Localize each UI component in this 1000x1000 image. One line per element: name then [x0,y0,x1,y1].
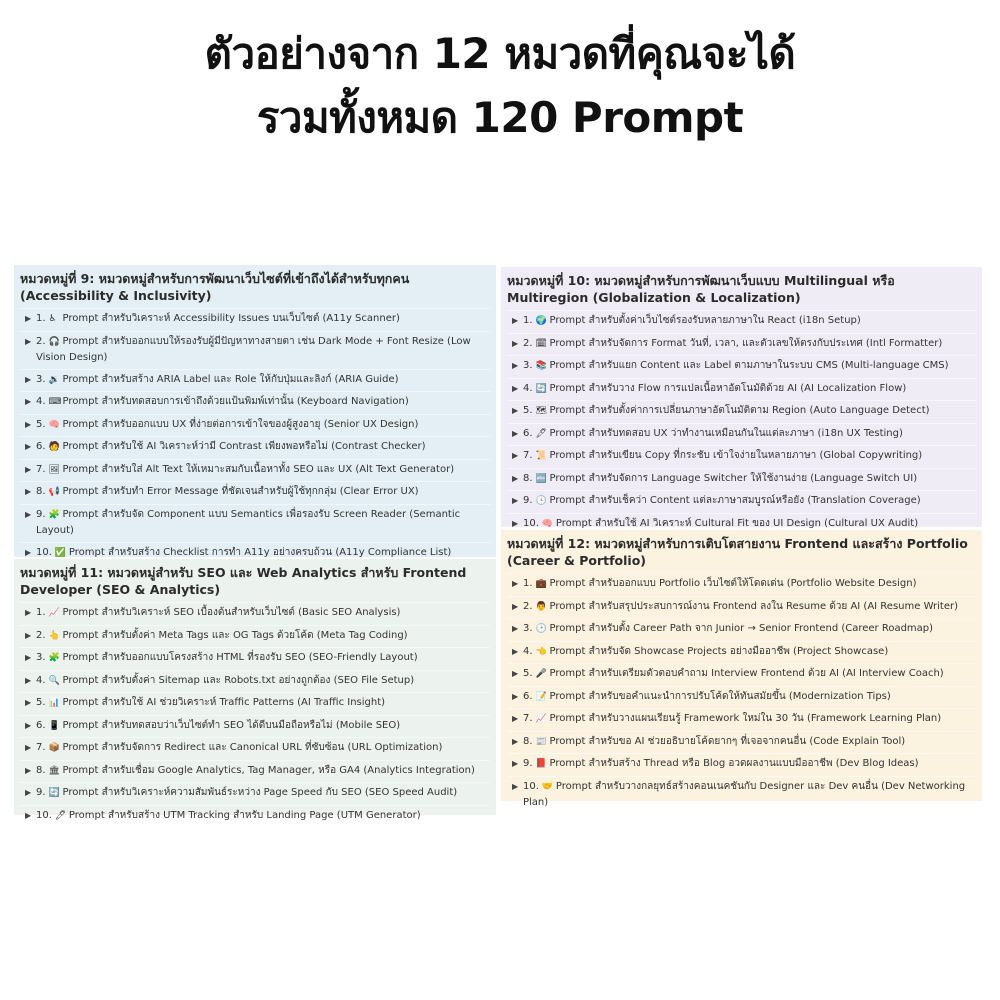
item-emoji-icon: ⌨ [48,397,62,407]
prompt-toggle-item[interactable] [507,400,976,423]
item-text: Prompt สำหรับตั้ง Career Path จาก Junior → Senior Frontend (Career Roadmap) [549,623,934,634]
item-number: 1. [523,578,533,589]
toggle-triangle-icon[interactable]: ▶ [25,743,32,752]
item-text: Prompt สำหรับทดสอบ UX ว่าทำงานเหมือนกันในแต่ละภาษา (i18n UX Testing) [549,427,903,439]
prompt-toggle-item[interactable] [20,481,490,504]
item-text: Prompt สำหรับวาง Flow การแปลเนื้อหาอัตโนมัติด้วย AI (AI Localization Flow) [549,382,907,394]
item-emoji-icon: 🖊 [535,428,547,439]
prompt-toggle-item[interactable] [507,731,976,754]
prompt-toggle-item[interactable] [20,715,490,738]
item-number: 5. [36,418,46,430]
prompt-toggle-item[interactable] [20,602,490,625]
item-text: Prompt สำหรับขอ AI ช่วยอธิบายโค้ดยากๆ ที่เจอจากคนอื่น (Code Explain Tool) [549,735,906,747]
item-emoji-icon: 📱 [48,720,60,731]
item-text: Prompt สำหรับออกแบบให้รองรับผู้มีปัญหาทางสายตา เช่น Dark Mode + Font Resize (Low Vision Design) [36,335,471,363]
toggle-triangle-icon[interactable]: ▶ [512,646,519,656]
item-number: 4. [523,645,533,657]
prompt-toggle-item[interactable] [20,805,490,828]
prompt-toggle-item[interactable] [20,692,490,715]
item-emoji-icon: 📕 [535,759,547,769]
item-number: 4. [36,674,46,686]
prompt-toggle-item[interactable] [507,423,976,446]
toggle-triangle-icon[interactable]: ▶ [512,624,519,633]
item-emoji-icon: 🔍 [48,675,60,686]
item-number: 10. [36,546,52,558]
item-emoji-icon: 👆 [48,630,60,641]
item-emoji-icon: 🏛 [48,765,60,776]
item-number: 9. [36,787,46,798]
prompt-toggle-item[interactable] [507,776,976,814]
item-emoji-icon: 📜 [535,451,547,461]
toggle-triangle-icon[interactable]: ▶ [512,669,519,678]
item-text: Prompt สำหรับสร้าง ARIA Label และ Role ให้กับปุ่มและลิงก์ (ARIA Guide) [62,373,399,385]
prompt-toggle-item[interactable] [20,369,490,392]
item-number: 10. [36,809,52,821]
item-text: Prompt สำหรับทำ Error Message ที่ชัดเจนสำหรับผู้ใช้ทุกกลุ่ม (Clear Error UX) [62,486,419,497]
item-text: Prompt สำหรับสรุปประสบการณ์งาน Frontend ลงใน Resume ด้วย AI (AI Resume Writer) [549,600,958,612]
category-title: หมวดหมู่ที่ 11: หมวดหมู่สำหรับ SEO และ Web Analytics สำหรับ Frontend Developer (SEO & Analytics) [20,565,467,597]
item-text: Prompt สำหรับเชื่อม Google Analytics, Tag Manager, หรือ GA4 (Analytics Integration) [62,764,475,776]
item-number: 8. [523,472,533,484]
toggle-triangle-icon[interactable]: ▶ [25,314,32,323]
item-text: Prompt สำหรับจัดการ Language Switcher ให้ใช้งานง่าย (Language Switch UI) [549,472,918,484]
prompt-toggle-item[interactable] [20,459,490,482]
item-number: 7. [523,450,533,461]
item-number: 3. [523,623,533,634]
item-emoji-icon: 📈 [535,714,547,724]
item-emoji-icon: 📊 [48,698,60,708]
item-emoji-icon: 💼 [535,579,547,589]
item-text: Prompt สำหรับวิเคราะห์ความสัมพันธ์ระหว่าง Page Speed กับ SEO (SEO Speed Audit) [62,787,458,798]
item-number: 6. [523,690,533,702]
toggle-triangle-icon[interactable]: ▶ [25,788,32,797]
item-emoji-icon: 👈 [535,646,547,657]
category-title: หมวดหมู่ที่ 10: หมวดหมู่สำหรับการพัฒนาเว็บแบบ Multilingual หรือ Multiregion (Globalization & Localization) [507,273,895,305]
prompt-toggle-item[interactable] [20,625,490,648]
item-number: 2. [523,337,533,349]
item-number: 2. [523,600,533,612]
toggle-triangle-icon[interactable]: ▶ [512,736,519,746]
item-text: Prompt สำหรับแยก Content และ Label ตามภาษาในระบบ CMS (Multi-language CMS) [549,360,949,371]
category-panel-10 [501,267,982,527]
item-text: Prompt สำหรับวิเคราะห์ SEO เบื้องต้นสำหรับเว็บไซต์ (Basic SEO Analysis) [62,607,401,618]
item-number: 1. [523,315,533,326]
toggle-triangle-icon[interactable]: ▶ [512,361,519,370]
item-text: Prompt สำหรับสร้าง Thread หรือ Blog อวดผลงานแบบมืออาชีพ (Dev Blog Ideas) [549,758,919,769]
item-number: 7. [36,463,46,475]
prompt-toggle-item[interactable] [507,753,976,776]
item-text: Prompt สำหรับจัดการ Format วันที่, เวลา, และตัวเลขให้ตรงกับประเทศ (Intl Formatter) [549,337,943,349]
item-emoji-icon: 📝 [535,691,547,702]
item-number: 10. [523,780,539,792]
prompt-list [20,308,490,564]
item-emoji-icon: 🕓 [535,496,547,506]
item-text: Prompt สำหรับสร้าง Checklist การทำ A11y อย่างครบถ้วน (A11y Compliance List) [68,546,452,558]
item-text: Prompt สำหรับออกแบบ UX ที่ง่ายต่อการเข้าใจของผู้สูงอายุ (Senior UX Design) [62,418,419,430]
toggle-triangle-icon[interactable]: ▶ [25,397,32,406]
prompt-toggle-item[interactable] [20,647,490,670]
item-emoji-icon: 🧩 [48,509,60,520]
toggle-triangle-icon[interactable]: ▶ [512,383,519,393]
toggle-triangle-icon[interactable]: ▶ [512,316,519,325]
item-emoji-icon: 🕒 [535,624,547,634]
toggle-triangle-icon[interactable]: ▶ [512,781,519,791]
prompt-toggle-item[interactable] [507,333,976,356]
item-emoji-icon: 🧠 [48,419,60,430]
toggle-triangle-icon[interactable]: ▶ [512,473,519,483]
item-number: 3. [523,360,533,371]
item-number: 6. [36,441,46,452]
item-emoji-icon: 🔄 [535,383,547,394]
item-text: Prompt สำหรับวางแผนเรียนรู้ Framework ใหม่ใน 30 วัน (Framework Learning Plan) [549,713,942,724]
item-emoji-icon: 📈 [48,608,60,618]
item-emoji-icon: 🎤 [535,669,547,679]
prompt-toggle-item[interactable] [507,445,976,468]
item-emoji-icon: 📚 [535,361,547,371]
category-title: หมวดหมู่ที่ 12: หมวดหมู่สำหรับการเติบโตสายงาน Frontend และสร้าง Portfolio (Career & Portfolio) [507,536,968,568]
item-number: 4. [523,382,533,394]
item-text: Prompt สำหรับสร้าง UTM Tracking สำหรับ Landing Page (UTM Generator) [68,809,421,821]
item-text: Prompt สำหรับวางกลยุทธ์สร้างคอนเนคชันกับ Designer และ Dev คนอื่น (Dev Networking Plan) [523,780,966,808]
item-emoji-icon: 🧑 [48,442,60,452]
category-panel-12 [501,530,982,808]
headline-line-1: ตัวอย่างจาก 12 หมวดที่คุณจะได้ [204,29,796,78]
prompt-toggle-item[interactable] [507,355,976,378]
item-emoji-icon: 📢 [48,487,60,497]
item-text: Prompt สำหรับทดสอบการเข้าถึงด้วยแป้นพิมพ์เท่านั้น (Keyboard Navigation) [62,396,409,407]
item-number: 3. [36,652,46,663]
prompt-list [507,573,976,814]
prompt-toggle-item[interactable] [507,596,976,619]
toggle-triangle-icon[interactable]: ▶ [512,518,519,528]
item-text: Prompt สำหรับใช้ AI วิเคราะห์ Cultural Fit ของ UI Design (Cultural UX Audit) [555,517,919,529]
item-number: 9. [523,758,533,769]
prompt-toggle-item[interactable] [20,436,490,459]
prompt-toggle-item[interactable] [507,490,976,513]
item-emoji-icon: 🎧 [48,336,60,347]
item-text: Prompt สำหรับใส่ Alt Text ให้เหมาะสมกับเนื้อหาทั้ง SEO และ UX (Alt Text Generator) [62,463,455,475]
item-emoji-icon: 🔄 [48,788,60,798]
prompt-toggle-item[interactable] [20,414,490,437]
toggle-triangle-icon[interactable]: ▶ [512,406,519,415]
item-emoji-icon: 🔤 [535,473,547,484]
item-number: 8. [523,735,533,747]
item-text: Prompt สำหรับตั้งค่า Meta Tags และ OG Tags ด้วยโค้ด (Meta Tag Coding) [62,629,408,641]
prompt-toggle-item[interactable] [20,331,490,369]
item-number: 9. [523,495,533,506]
prompt-toggle-item[interactable] [507,641,976,664]
item-emoji-icon: 📦 [48,743,60,753]
item-text: Prompt สำหรับจัด Showcase Projects อย่างมืออาชีพ (Project Showcase) [549,645,889,657]
category-title: หมวดหมู่ที่ 9: หมวดหมู่สำหรับการพัฒนาเว็บไซต์ที่เข้าถึงได้สำหรับทุกคน (Accessibility & Inclusivity) [20,271,410,303]
toggle-triangle-icon[interactable]: ▶ [25,419,32,429]
item-number: 1. [36,607,46,618]
item-text: Prompt สำหรับเช็คว่า Content แต่ละภาษาสมบูรณ์หรือยัง (Translation Coverage) [549,495,921,506]
item-number: 7. [36,742,46,753]
item-text: Prompt สำหรับตั้งค่า Sitemap และ Robots.txt อย่างถูกต้อง (SEO File Setup) [62,674,415,686]
item-text: Prompt สำหรับวิเคราะห์ Accessibility Issues บนเว็บไซต์ (A11y Scanner) [62,313,400,324]
toggle-triangle-icon[interactable]: ▶ [25,509,32,519]
item-text: Prompt สำหรับจัดการ Redirect และ Canonical URL ที่ซับซ้อน (URL Optimization) [62,742,443,753]
item-text: Prompt สำหรับจัด Component แบบ Semantics เพื่อรองรับ Screen Reader (Semantic Layout) [36,508,461,536]
item-number: 2. [36,629,46,641]
prompt-toggle-item[interactable] [20,504,490,542]
item-emoji-icon: 🔉 [48,374,60,385]
item-text: Prompt สำหรับตั้งค่าเว็บไซต์รองรับหลายภาษาใน React (i18n Setup) [549,315,861,326]
toggle-triangle-icon[interactable]: ▶ [25,336,32,346]
item-emoji-icon: 🤝 [541,781,554,792]
prompt-toggle-item[interactable] [507,310,976,333]
item-text: Prompt สำหรับขอคำแนะนำการปรับโค้ดให้ทันสมัยขึ้น (Modernization Tips) [549,690,891,702]
toggle-triangle-icon[interactable]: ▶ [25,653,32,662]
prompt-toggle-item[interactable] [507,468,976,491]
item-text: Prompt สำหรับทดสอบว่าเว็บไซต์ทำ SEO ได้ดีบนมือถือหรือไม่ (Mobile SEO) [62,719,401,731]
toggle-triangle-icon[interactable]: ▶ [25,547,32,557]
prompt-list [20,602,490,827]
prompt-toggle-item[interactable] [507,686,976,709]
category-panel-11 [14,559,496,821]
item-number: 1. [36,313,46,324]
toggle-triangle-icon[interactable]: ▶ [512,451,519,460]
prompt-toggle-item[interactable] [20,391,490,414]
prompt-toggle-item[interactable] [507,618,976,641]
item-number: 5. [36,697,46,708]
toggle-triangle-icon[interactable]: ▶ [25,720,32,730]
item-number: 4. [36,396,46,407]
item-text: Prompt สำหรับใช้ AI วิเคราะห์ว่ามี Contrast เพียงพอหรือไม่ (Contrast Checker) [62,441,426,452]
prompt-list [507,310,976,535]
toggle-triangle-icon[interactable]: ▶ [512,428,519,438]
toggle-triangle-icon[interactable]: ▶ [25,675,32,685]
item-number: 3. [36,373,46,385]
item-emoji-icon: 🌍 [535,316,547,326]
headline-line-2: รวมทั้งหมด 120 Prompt [256,93,744,142]
toggle-triangle-icon[interactable]: ▶ [512,759,519,768]
toggle-triangle-icon[interactable]: ▶ [512,601,519,611]
toggle-triangle-icon[interactable]: ▶ [25,698,32,707]
item-emoji-icon: 📰 [535,736,547,747]
page-headline [0,22,1000,150]
toggle-triangle-icon[interactable]: ▶ [25,765,32,775]
toggle-triangle-icon[interactable]: ▶ [25,442,32,451]
toggle-triangle-icon[interactable]: ▶ [25,630,32,640]
item-number: 8. [36,486,46,497]
item-number: 7. [523,713,533,724]
item-emoji-icon: 👨 [535,601,547,612]
prompt-toggle-item[interactable] [20,760,490,783]
item-number: 5. [523,668,533,679]
item-number: 5. [523,405,533,416]
toggle-triangle-icon[interactable]: ▶ [25,374,32,384]
item-number: 2. [36,335,46,347]
item-number: 8. [36,764,46,776]
toggle-triangle-icon[interactable]: ▶ [512,691,519,701]
toggle-triangle-icon[interactable]: ▶ [512,338,519,348]
toggle-triangle-icon[interactable]: ▶ [25,608,32,617]
toggle-triangle-icon[interactable]: ▶ [25,464,32,474]
item-text: Prompt สำหรับใช้ AI ช่วยวิเคราะห์ Traffic Patterns (AI Traffic Insight) [62,697,386,708]
item-text: Prompt สำหรับตั้งค่าการเปลี่ยนภาษาอัตโนมัติตาม Region (Auto Language Detect) [549,405,930,416]
item-number: 9. [36,508,46,520]
prompt-toggle-item[interactable] [507,573,976,596]
item-number: 10. [523,517,539,529]
item-emoji-icon: 🧩 [48,653,60,663]
prompt-toggle-item[interactable] [20,737,490,760]
prompt-toggle-item[interactable] [507,708,976,731]
item-emoji-icon: ✅ [54,547,67,558]
toggle-triangle-icon[interactable]: ▶ [512,714,519,723]
item-emoji-icon: 🖊 [54,810,67,821]
item-text: Prompt สำหรับออกแบบโครงสร้าง HTML ที่รองรับ SEO (SEO-Friendly Layout) [62,652,418,663]
item-emoji-icon: 🧠 [541,518,554,529]
toggle-triangle-icon[interactable]: ▶ [512,579,519,588]
toggle-triangle-icon[interactable]: ▶ [25,810,32,820]
prompt-toggle-item[interactable] [20,670,490,693]
prompt-toggle-item[interactable] [20,782,490,805]
toggle-triangle-icon[interactable]: ▶ [512,496,519,505]
item-text: Prompt สำหรับเตรียมตัวตอบคำถาม Interview Frontend ด้วย AI (AI Interview Coach) [549,668,944,679]
toggle-triangle-icon[interactable]: ▶ [25,487,32,496]
item-emoji-icon: 🗓 [535,338,547,349]
item-number: 6. [523,427,533,439]
item-emoji-icon: ♿ [48,314,57,324]
item-number: 6. [36,719,46,731]
item-text: Prompt สำหรับเขียน Copy ที่กระชับ เข้าใจง่ายในหลายภาษา (Global Copywriting) [549,450,923,461]
prompt-toggle-item[interactable] [507,378,976,401]
category-panel-9 [14,265,496,557]
item-text: Prompt สำหรับออกแบบ Portfolio เว็บไซต์ให้โดดเด่น (Portfolio Website Design) [549,578,917,589]
prompt-toggle-item[interactable] [20,308,490,331]
prompt-toggle-item[interactable] [507,663,976,686]
item-emoji-icon: 🗺 [535,406,547,416]
item-emoji-icon: 🖼 [48,464,60,475]
